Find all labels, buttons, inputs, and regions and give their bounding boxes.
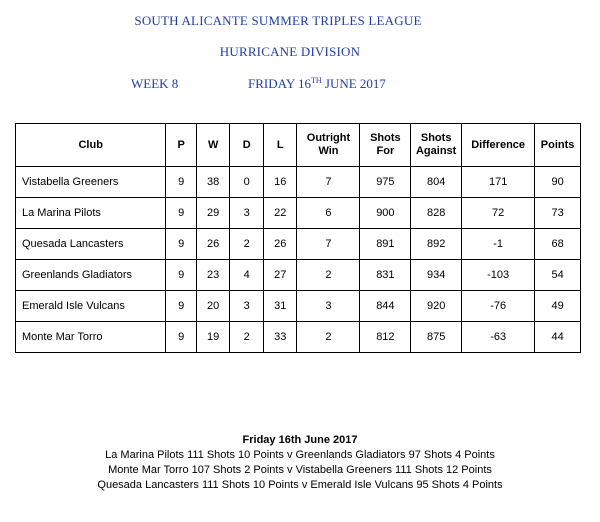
cell-difference: -103 [462, 260, 535, 291]
cell-difference: 171 [462, 167, 535, 198]
cell-difference: -63 [462, 322, 535, 353]
cell-club: Vistabella Greeners [16, 167, 166, 198]
col-shots-against: Shots Against [411, 124, 462, 167]
cell-shots-for: 844 [360, 291, 411, 322]
col-lost: L [263, 124, 297, 167]
league-table [15, 123, 581, 353]
date-label [248, 76, 386, 92]
cell-lost: 33 [263, 322, 297, 353]
cell-won: 38 [196, 167, 230, 198]
cell-drawn: 3 [230, 291, 264, 322]
result-line: Quesada Lancasters 111 Shots 10 Points v Emerald Isle Vulcans 95 Shots 4 Points [97, 479, 503, 491]
cell-shots-for: 900 [360, 198, 411, 229]
cell-outright-win: 3 [297, 291, 360, 322]
cell-club: Emerald Isle Vulcans [16, 291, 166, 322]
col-drawn: D [230, 124, 264, 167]
cell-difference: 72 [462, 198, 535, 229]
cell-played: 9 [166, 322, 196, 353]
cell-shots-against: 892 [411, 229, 462, 260]
cell-shots-against: 875 [411, 322, 462, 353]
cell-drawn: 0 [230, 167, 264, 198]
cell-drawn: 2 [230, 229, 264, 260]
cell-shots-for: 891 [360, 229, 411, 260]
cell-club: Greenlands Gladiators [16, 260, 166, 291]
table-row [16, 229, 581, 260]
cell-played: 9 [166, 198, 196, 229]
results-title: Friday 16th June 2017 [242, 434, 358, 446]
date-rest: JUNE 2017 [321, 76, 386, 91]
col-points: Points [535, 124, 581, 167]
table-row [16, 291, 581, 322]
cell-shots-against: 828 [411, 198, 462, 229]
table-row [16, 198, 581, 229]
cell-drawn: 4 [230, 260, 264, 291]
cell-shots-for: 812 [360, 322, 411, 353]
cell-drawn: 3 [230, 198, 264, 229]
result-line: La Marina Pilots 111 Shots 10 Points v Greenlands Gladiators 97 Shots 4 Points [105, 449, 495, 461]
cell-won: 23 [196, 260, 230, 291]
table-row [16, 167, 581, 198]
cell-difference: -76 [462, 291, 535, 322]
cell-outright-win: 6 [297, 198, 360, 229]
cell-played: 9 [166, 260, 196, 291]
cell-club: Quesada Lancasters [16, 229, 166, 260]
cell-lost: 31 [263, 291, 297, 322]
col-played: P [166, 124, 196, 167]
date-suffix: TH [310, 76, 322, 85]
cell-lost: 26 [263, 229, 297, 260]
cell-points: 68 [535, 229, 581, 260]
cell-played: 9 [166, 167, 196, 198]
cell-played: 9 [166, 291, 196, 322]
division-title: HURRICANE DIVISION [219, 44, 361, 59]
cell-club: Monte Mar Torro [16, 322, 166, 353]
cell-won: 29 [196, 198, 230, 229]
cell-points: 90 [535, 167, 581, 198]
col-difference: Difference [462, 124, 535, 167]
col-shots-for: Shots For [360, 124, 411, 167]
cell-points: 49 [535, 291, 581, 322]
cell-shots-against: 920 [411, 291, 462, 322]
cell-points: 54 [535, 260, 581, 291]
cell-lost: 22 [263, 198, 297, 229]
league-title: SOUTH ALICANTE SUMMER TRIPLES LEAGUE [134, 13, 422, 28]
table-header-row [16, 124, 581, 167]
cell-won: 20 [196, 291, 230, 322]
cell-shots-against: 804 [411, 167, 462, 198]
cell-lost: 16 [263, 167, 297, 198]
cell-drawn: 2 [230, 322, 264, 353]
col-won: W [196, 124, 230, 167]
cell-points: 73 [535, 198, 581, 229]
result-line: Monte Mar Torro 107 Shots 2 Points v Vistabella Greeners 111 Shots 12 Points [108, 464, 492, 476]
date-prefix: FRIDAY 16 [248, 76, 311, 91]
week-label: WEEK 8 [131, 76, 179, 91]
table-row [16, 322, 581, 353]
cell-outright-win: 7 [297, 167, 360, 198]
cell-club: La Marina Pilots [16, 198, 166, 229]
cell-won: 19 [196, 322, 230, 353]
cell-won: 26 [196, 229, 230, 260]
col-club: Club [16, 124, 166, 167]
table-row [16, 260, 581, 291]
cell-played: 9 [166, 229, 196, 260]
cell-outright-win: 7 [297, 229, 360, 260]
results-section [0, 433, 600, 493]
cell-points: 44 [535, 322, 581, 353]
cell-difference: -1 [462, 229, 535, 260]
cell-shots-for: 831 [360, 260, 411, 291]
col-outright-win: Outright Win [297, 124, 360, 167]
cell-outright-win: 2 [297, 322, 360, 353]
cell-lost: 27 [263, 260, 297, 291]
cell-shots-against: 934 [411, 260, 462, 291]
cell-shots-for: 975 [360, 167, 411, 198]
cell-outright-win: 2 [297, 260, 360, 291]
